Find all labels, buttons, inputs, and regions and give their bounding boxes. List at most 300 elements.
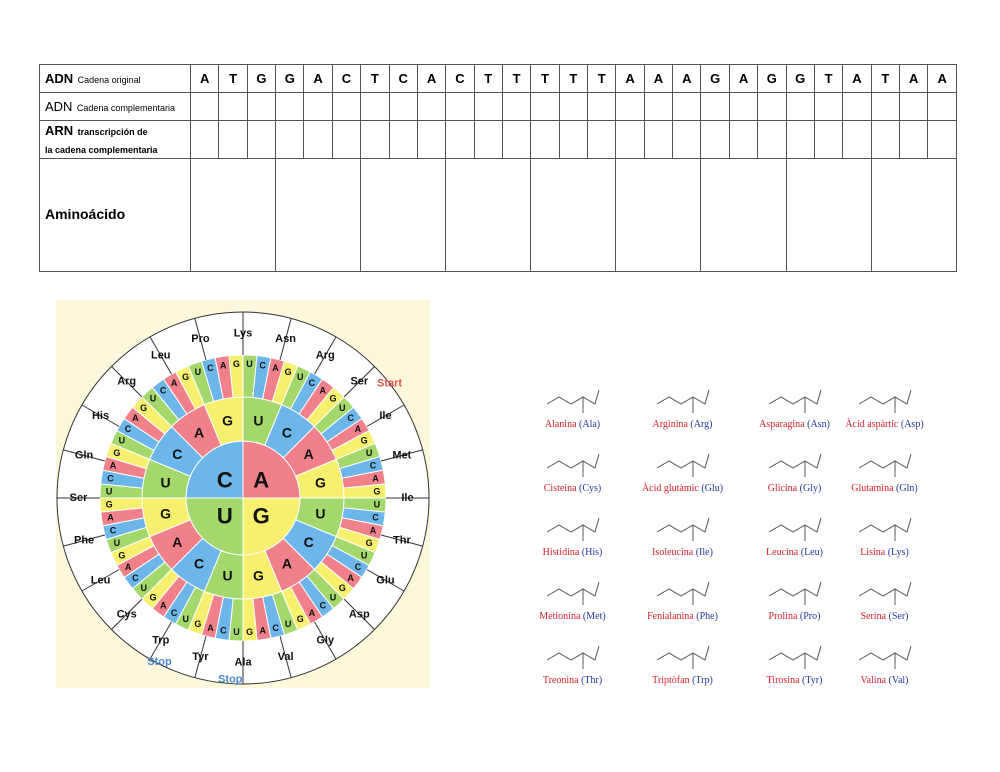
third-base-label: G — [194, 619, 202, 630]
amino-acid-abbr: (Gln) — [896, 483, 918, 494]
amino-acid-wheel-label: Gly — [316, 634, 335, 647]
empty-base-cell[interactable] — [899, 93, 927, 121]
amino-acid-card — [832, 444, 937, 508]
amino-acid-caption — [630, 547, 735, 558]
amino-acid-caption — [832, 611, 937, 622]
amino-acid-card — [630, 572, 735, 636]
third-base-label: U — [149, 393, 157, 404]
amino-acid-name: Arginina — [652, 419, 688, 430]
amino-acid-abbr: (Phe) — [696, 611, 718, 622]
stop-label: Stop — [218, 673, 243, 686]
empty-base-cell[interactable] — [446, 121, 474, 159]
amino-acid-caption — [630, 419, 735, 430]
empty-base-cell[interactable] — [417, 93, 445, 121]
base-cell: A — [673, 65, 701, 93]
third-base-label: C — [107, 473, 114, 484]
amino-acid-caption — [832, 419, 937, 430]
empty-base-cell[interactable] — [417, 121, 445, 159]
empty-base-cell[interactable] — [786, 93, 814, 121]
empty-aminoacid-cell[interactable] — [701, 159, 786, 272]
empty-base-cell[interactable] — [502, 93, 530, 121]
third-base-label: G — [360, 435, 368, 446]
empty-aminoacid-cell[interactable] — [616, 159, 701, 272]
molecule-structure-icon — [845, 380, 925, 418]
codon-wheel-panel — [56, 300, 430, 688]
amino-acid-caption — [630, 483, 735, 494]
empty-aminoacid-cell[interactable] — [361, 159, 446, 272]
third-base-label: G — [149, 592, 157, 603]
third-base-label: A — [159, 600, 167, 611]
molecule-structure-icon — [643, 636, 723, 674]
amino-acid-card — [520, 572, 625, 636]
amino-acid-card — [630, 636, 735, 700]
amino-acid-abbr: (Asn) — [807, 419, 830, 430]
third-base-label: U — [360, 550, 368, 561]
second-base-label: G — [315, 474, 326, 491]
empty-base-cell[interactable] — [729, 121, 757, 159]
third-base-label: U — [118, 435, 126, 446]
empty-base-cell[interactable] — [247, 93, 275, 121]
empty-base-cell[interactable] — [843, 93, 871, 121]
amino-acid-caption — [630, 611, 735, 622]
empty-base-cell[interactable] — [928, 121, 957, 159]
empty-base-cell[interactable] — [219, 121, 247, 159]
base-cell: T — [559, 65, 587, 93]
molecule-structure-icon — [533, 572, 613, 610]
third-base-label: G — [232, 359, 240, 370]
amino-acid-name: Isoleucina — [652, 547, 694, 558]
row-main-label: Aminoácido — [45, 206, 126, 222]
row-adn-complementary — [40, 93, 957, 121]
second-base-label: G — [252, 567, 264, 584]
amino-acid-abbr: (Pro) — [799, 611, 821, 622]
base-cell: T — [219, 65, 247, 93]
empty-base-cell[interactable] — [814, 93, 842, 121]
third-base-label: G — [105, 499, 113, 510]
base-cell: T — [814, 65, 842, 93]
base-cell: T — [502, 65, 530, 93]
empty-base-cell[interactable] — [559, 121, 587, 159]
empty-base-cell[interactable] — [673, 93, 701, 121]
base-cell: A — [616, 65, 644, 93]
amino-acid-wheel-label: Arg — [315, 349, 335, 362]
second-base-label: U — [315, 505, 326, 522]
molecule-structure-icon — [643, 380, 723, 418]
empty-base-cell[interactable] — [389, 121, 417, 159]
second-base-label: A — [303, 446, 314, 463]
empty-base-cell[interactable] — [814, 121, 842, 159]
empty-base-cell[interactable] — [276, 121, 304, 159]
empty-base-cell[interactable] — [191, 93, 219, 121]
molecule-structure-icon — [643, 444, 723, 482]
third-base-label: U — [233, 626, 240, 637]
amino-acid-caption — [520, 675, 625, 686]
amino-acid-card — [832, 380, 937, 444]
empty-base-cell[interactable] — [644, 93, 672, 121]
amino-acid-abbr: (Tyr) — [802, 675, 823, 686]
amino-acid-card — [832, 636, 937, 700]
empty-base-cell[interactable] — [474, 93, 502, 121]
second-base-label: G — [160, 505, 171, 522]
amino-acid-wheel-label: Asn — [275, 333, 296, 346]
amino-acid-name: Treonina — [542, 675, 579, 686]
row-aminoacid — [40, 159, 957, 272]
third-base-label: A — [372, 473, 379, 484]
empty-base-cell[interactable] — [247, 121, 275, 159]
row-arn — [40, 121, 957, 159]
molecule-structure-icon — [643, 508, 723, 546]
empty-base-cell[interactable] — [332, 93, 360, 121]
molecule-structure-icon — [845, 508, 925, 546]
second-base-label: C — [172, 446, 183, 463]
amino-acid-abbr: (Gly) — [799, 483, 822, 494]
empty-base-cell[interactable] — [871, 121, 899, 159]
amino-acid-caption — [832, 483, 937, 494]
empty-aminoacid-cell[interactable] — [276, 159, 361, 272]
amino-acid-wheel-label: Gln — [74, 449, 94, 462]
third-base-label: A — [124, 561, 132, 572]
empty-base-cell[interactable] — [928, 93, 957, 121]
third-base-label: G — [140, 403, 148, 414]
third-base-label: G — [118, 550, 126, 561]
empty-base-cell[interactable] — [673, 121, 701, 159]
amino-acid-name: Lisina — [860, 547, 886, 558]
amino-acid-name: Àcid glutàmic — [641, 483, 699, 494]
third-base-label: U — [246, 359, 253, 370]
second-base-label: U — [253, 412, 264, 429]
amino-acid-wheel-label: Val — [277, 650, 294, 663]
third-base-label: C — [308, 378, 316, 389]
amino-acid-name: Serina — [860, 611, 887, 622]
amino-acid-wheel-label: His — [91, 409, 110, 422]
empty-aminoacid-cell[interactable] — [786, 159, 871, 272]
amino-acid-abbr: (Val) — [888, 675, 909, 686]
molecule-structure-icon — [755, 572, 835, 610]
first-base-label: A — [253, 467, 270, 493]
amino-acid-name: Fenialanina — [647, 611, 694, 622]
amino-acid-name: Alanina — [544, 419, 577, 430]
amino-acid-wheel-label: Arg — [117, 375, 137, 388]
third-base-label: A — [308, 607, 316, 618]
empty-base-cell[interactable] — [758, 121, 786, 159]
base-cell: C — [332, 65, 360, 93]
amino-acid-card — [520, 380, 625, 444]
amino-acid-caption — [520, 483, 625, 494]
base-cell: T — [474, 65, 502, 93]
third-base-label: C — [272, 622, 279, 633]
row-header-adn-original — [40, 65, 191, 93]
third-base-label: A — [354, 424, 362, 435]
amino-acid-wheel-label: Glu — [376, 574, 395, 587]
third-base-label: C — [170, 607, 178, 618]
first-base-label: C — [216, 467, 233, 493]
third-base-label: G — [182, 371, 190, 382]
amino-acid-abbr: (Lys) — [887, 547, 909, 558]
base-cell: G — [276, 65, 304, 93]
amino-acid-wheel-label: Asp — [348, 608, 370, 621]
amino-acid-wheel-label: Thr — [393, 534, 411, 547]
second-base-label: C — [281, 424, 292, 441]
third-base-label: U — [140, 583, 147, 594]
third-base-label: G — [246, 626, 254, 637]
amino-acid-caption — [520, 547, 625, 558]
amino-acid-name: Valina — [860, 675, 887, 686]
third-base-label: C — [124, 424, 132, 435]
third-base-label: U — [339, 402, 346, 413]
base-cell: T — [588, 65, 616, 93]
empty-base-cell[interactable] — [701, 93, 729, 121]
third-base-label: U — [105, 486, 113, 497]
empty-base-cell[interactable] — [304, 93, 332, 121]
second-base-label: C — [194, 555, 205, 572]
row-main-label: ADN — [45, 70, 74, 86]
row-main-label: ADN — [45, 98, 73, 114]
empty-base-cell[interactable] — [786, 121, 814, 159]
third-base-label: A — [347, 572, 354, 583]
third-base-label: U — [297, 371, 304, 382]
empty-base-cell[interactable] — [616, 121, 644, 159]
molecule-structure-icon — [533, 444, 613, 482]
molecule-structure-icon — [845, 636, 925, 674]
base-cell: T — [531, 65, 559, 93]
first-base-label: G — [252, 503, 270, 529]
amino-acid-wheel-label: Ile — [379, 409, 392, 422]
amino-acid-card — [630, 444, 735, 508]
empty-base-cell[interactable] — [871, 93, 899, 121]
third-base-label: A — [369, 525, 377, 536]
molecule-structure-icon — [533, 508, 613, 546]
empty-base-cell[interactable] — [758, 93, 786, 121]
third-base-label: C — [319, 600, 327, 611]
empty-aminoacid-cell[interactable] — [191, 159, 276, 272]
amino-acid-caption — [520, 611, 625, 622]
base-cell: G — [786, 65, 814, 93]
empty-base-cell[interactable] — [701, 121, 729, 159]
second-base-label: A — [172, 533, 183, 550]
second-base-label: U — [160, 474, 171, 491]
empty-base-cell[interactable] — [219, 93, 247, 121]
row-sub-label-2: la cadena complementaria — [45, 144, 158, 155]
codon-wheel — [56, 300, 430, 688]
amino-acid-abbr: (Leu) — [800, 547, 823, 558]
empty-base-cell[interactable] — [644, 121, 672, 159]
amino-acid-card — [832, 572, 937, 636]
third-base-label: G — [329, 393, 337, 404]
third-base-label: U — [373, 499, 381, 510]
third-base-label: C — [220, 625, 227, 636]
amino-acid-name: Prolina — [768, 611, 798, 622]
molecule-structure-icon — [845, 572, 925, 610]
second-base-label: A — [194, 424, 205, 441]
row-header-adn-complementary — [40, 93, 191, 121]
third-base-label: G — [373, 486, 381, 497]
third-base-label: A — [259, 625, 266, 636]
amino-acid-abbr: (Cys) — [579, 483, 602, 494]
third-base-label: A — [220, 360, 227, 371]
start-label: Start — [377, 377, 403, 390]
third-base-label: G — [284, 366, 292, 377]
third-base-label: A — [109, 460, 117, 471]
amino-acid-wheel-label: Ile — [401, 492, 414, 504]
base-cell: A — [191, 65, 219, 93]
empty-base-cell[interactable] — [389, 93, 417, 121]
third-base-label: U — [182, 614, 189, 625]
row-sub-label: Cadena original — [77, 74, 141, 85]
third-base-label: C — [132, 572, 139, 583]
third-base-label: C — [347, 413, 354, 424]
empty-base-cell[interactable] — [502, 121, 530, 159]
base-cell: A — [843, 65, 871, 93]
amino-acid-name: Cisteína — [543, 483, 577, 494]
amino-acid-abbr: (His) — [581, 547, 603, 558]
empty-base-cell[interactable] — [446, 93, 474, 121]
amino-acid-name: Glicina — [767, 483, 798, 494]
amino-acid-structures — [520, 380, 940, 700]
amino-acid-name: Àcid aspàrtic — [845, 419, 899, 430]
amino-acid-name: Glutamina — [851, 483, 894, 494]
base-cell: T — [871, 65, 899, 93]
amino-acid-wheel-label: Cys — [116, 608, 137, 621]
amino-acid-wheel-label: Ser — [350, 375, 369, 388]
third-base-label: G — [296, 614, 304, 625]
amino-acid-abbr: (Met) — [582, 611, 606, 622]
amino-acid-name: Tirosina — [766, 675, 800, 686]
empty-base-cell[interactable] — [588, 93, 616, 121]
empty-base-cell[interactable] — [276, 93, 304, 121]
amino-acid-wheel-label: Phe — [74, 534, 95, 547]
molecule-structure-icon — [755, 636, 835, 674]
amino-acid-wheel-label: Leu — [90, 574, 111, 587]
third-base-label: U — [113, 538, 121, 549]
third-base-label: A — [272, 363, 279, 374]
amino-acid-card — [520, 636, 625, 700]
empty-base-cell[interactable] — [843, 121, 871, 159]
third-base-label: G — [365, 538, 373, 549]
empty-base-cell[interactable] — [531, 93, 559, 121]
row-sub-label: transcripción de — [77, 126, 148, 137]
amino-acid-caption — [832, 547, 937, 558]
third-base-label: C — [109, 525, 117, 536]
third-base-label: C — [372, 512, 379, 523]
third-base-label: A — [170, 378, 178, 389]
molecule-structure-icon — [755, 508, 835, 546]
empty-aminoacid-cell[interactable] — [871, 159, 956, 272]
empty-base-cell[interactable] — [304, 121, 332, 159]
amino-acid-abbr: (Ser) — [888, 611, 909, 622]
amino-acid-caption — [520, 419, 625, 430]
empty-base-cell[interactable] — [361, 93, 389, 121]
amino-acid-wheel-label: Lys — [233, 327, 253, 340]
third-base-label: A — [207, 622, 214, 633]
base-cell: C — [389, 65, 417, 93]
base-cell: A — [644, 65, 672, 93]
amino-acid-abbr: (Glu) — [701, 483, 724, 494]
molecule-structure-icon — [755, 444, 835, 482]
amino-acid-wheel-label: Pro — [191, 333, 210, 346]
empty-base-cell[interactable] — [361, 121, 389, 159]
molecule-structure-icon — [643, 572, 723, 610]
third-base-label: C — [159, 385, 167, 396]
amino-acid-abbr: (Ala) — [579, 419, 601, 430]
second-base-label: C — [303, 533, 314, 550]
amino-acid-wheel-label: Trp — [152, 634, 170, 647]
amino-acid-name: Asparagina — [759, 419, 805, 430]
empty-base-cell[interactable] — [191, 121, 219, 159]
amino-acid-name: Triptòfan — [652, 675, 690, 686]
amino-acid-abbr: (Thr) — [581, 675, 603, 686]
amino-acid-abbr: (Arg) — [690, 419, 713, 430]
third-base-label: A — [132, 413, 139, 424]
empty-base-cell[interactable] — [616, 93, 644, 121]
molecule-structure-icon — [533, 380, 613, 418]
amino-acid-wheel-label: Leu — [150, 349, 171, 362]
third-base-label: C — [207, 363, 214, 374]
empty-base-cell[interactable] — [474, 121, 502, 159]
third-base-label: C — [369, 460, 377, 471]
amino-acid-card — [630, 508, 735, 572]
third-base-label: A — [107, 512, 114, 523]
third-base-label: G — [113, 447, 121, 458]
dna-worksheet-table — [39, 64, 957, 272]
molecule-structure-icon — [755, 380, 835, 418]
row-adn-original — [40, 65, 957, 93]
base-cell: A — [729, 65, 757, 93]
amino-acid-caption — [832, 675, 937, 686]
third-base-label: G — [338, 582, 346, 593]
empty-base-cell[interactable] — [531, 121, 559, 159]
row-main-label: ARN — [45, 122, 74, 138]
row-sub-label: Cadena complementaria — [76, 102, 175, 113]
amino-acid-abbr: (Ile) — [695, 547, 713, 558]
amino-acid-wheel-label: Tyr — [192, 650, 209, 663]
empty-aminoacid-cell[interactable] — [531, 159, 616, 272]
third-base-label: U — [329, 592, 337, 603]
base-cell: A — [899, 65, 927, 93]
amino-acid-name: Leucina — [766, 547, 799, 558]
empty-base-cell[interactable] — [729, 93, 757, 121]
amino-acid-abbr: (Trp) — [692, 675, 713, 686]
third-base-label: C — [354, 561, 362, 572]
base-cell: A — [928, 65, 957, 93]
amino-acid-name: Histidina — [542, 547, 580, 558]
third-base-label: U — [284, 619, 292, 630]
base-cell: G — [247, 65, 275, 93]
base-cell: A — [304, 65, 332, 93]
third-base-label: A — [319, 385, 327, 396]
third-base-label: U — [194, 366, 202, 377]
stop-label: Stop — [147, 655, 172, 668]
amino-acid-card — [520, 508, 625, 572]
amino-acid-wheel-label: Met — [392, 449, 412, 462]
third-base-label: C — [259, 360, 266, 371]
first-base-label: U — [216, 503, 233, 529]
empty-base-cell[interactable] — [899, 121, 927, 159]
base-cell: G — [758, 65, 786, 93]
amino-acid-wheel-label: Ala — [234, 656, 252, 669]
third-base-label: U — [365, 447, 373, 458]
base-cell: T — [361, 65, 389, 93]
empty-base-cell[interactable] — [332, 121, 360, 159]
amino-acid-card — [630, 380, 735, 444]
empty-base-cell[interactable] — [588, 121, 616, 159]
molecule-structure-icon — [533, 636, 613, 674]
amino-acid-name: Metionina — [539, 611, 581, 622]
empty-aminoacid-cell[interactable] — [446, 159, 531, 272]
base-cell: G — [701, 65, 729, 93]
row-header-aminoacid — [40, 159, 191, 272]
row-header-arn — [40, 121, 191, 159]
empty-base-cell[interactable] — [559, 93, 587, 121]
